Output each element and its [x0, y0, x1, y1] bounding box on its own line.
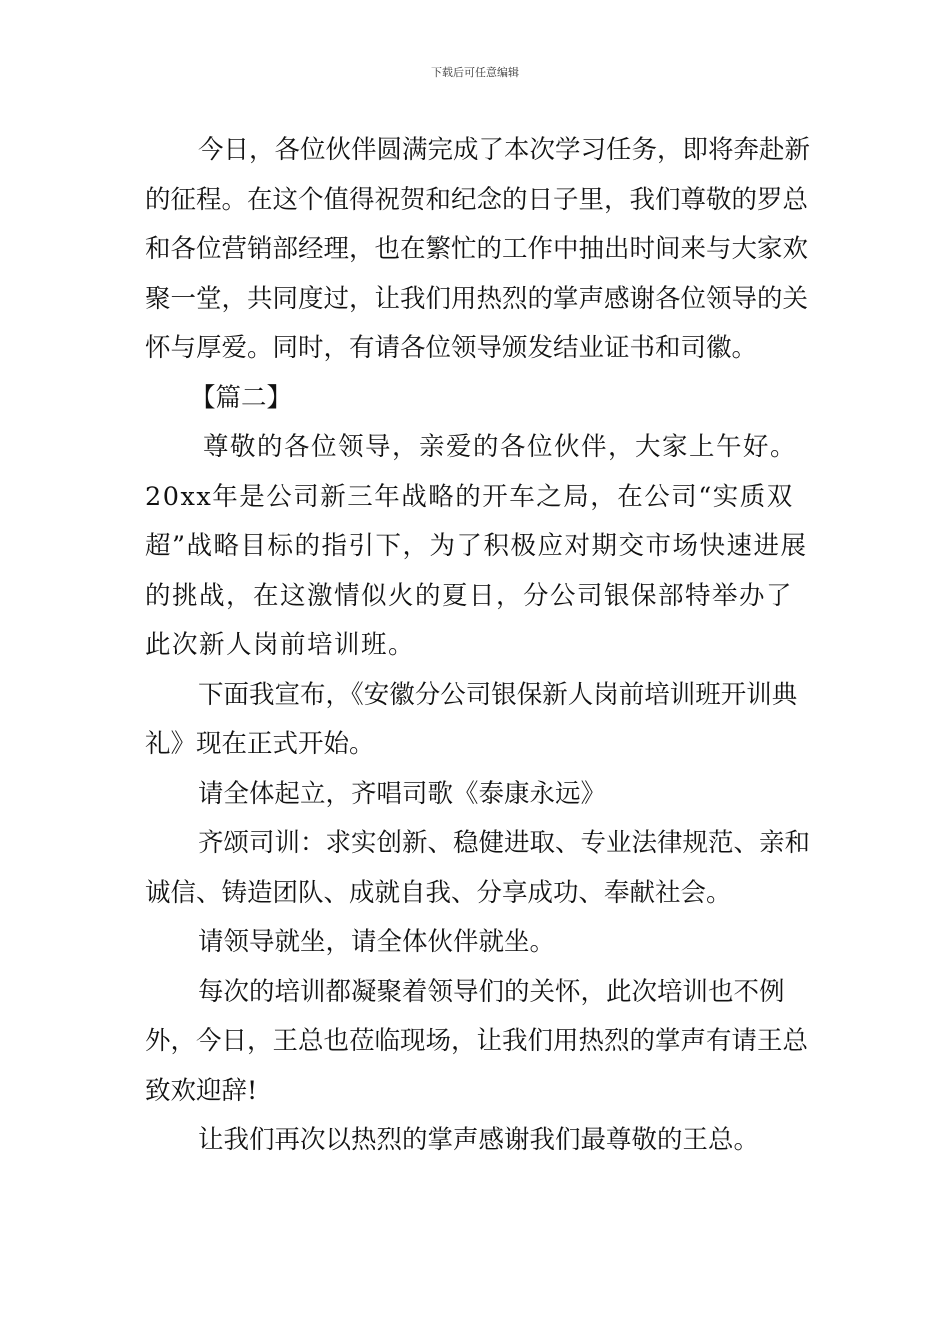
paragraph-company-motto: 齐颂司训：求实创新、稳健进取、专业法律规范、亲和诚信、铸造团队、成就自我、分享成功、奉献社会。	[145, 828, 811, 908]
paragraph-thanks: 让我们再次以热烈的掌声感谢我们最尊敬的王总。	[198, 1125, 760, 1155]
paragraph-announcement: 下面我宣布，《安徽分公司银保新人岗前培训班开训典礼》现在正式开始。	[145, 679, 798, 759]
page-header: 下载后可任意编辑	[431, 66, 519, 79]
paragraph-company-song: 请全体起立，齐唱司歌《泰康永远》	[198, 778, 607, 809]
paragraph-be-seated: 请领导就坐，请全体伙伴就坐。	[198, 927, 556, 957]
paragraph-closing-remarks: 今日，各位伙伴圆满完成了本次学习任务，即将奔赴新的征程。在这个值得祝贺和纪念的日子里，我们尊敬的罗总和各位营销部经理，也在繁忙的工作中抽出时间来与大家欢聚一堂，共同度过，让我们用热烈的掌声感谢各位领导的关怀与厚爱。同时，有请各位领导颁发结业证书和司徽。	[145, 135, 811, 363]
paragraph-greeting: 尊敬的各位领导，亲爱的各位伙伴，大家上午好。20xx年是公司新三年战略的开车之局，在公司“实质双超”战略目标的指引下，为了积极应对期交市场快速进展的挑战，在这激情似火的夏日，分公司银保部特举办了此次新人岗前培训班。	[145, 432, 808, 660]
paragraph-welcome-speech: 每次的培训都凝聚着领导们的关怀，此次培训也不例外，今日，王总也莅临现场，让我们用热烈的掌声有请王总致欢迎辞!	[145, 976, 809, 1106]
section-heading: 【篇二】	[190, 382, 293, 413]
document-body	[145, 126, 810, 1166]
